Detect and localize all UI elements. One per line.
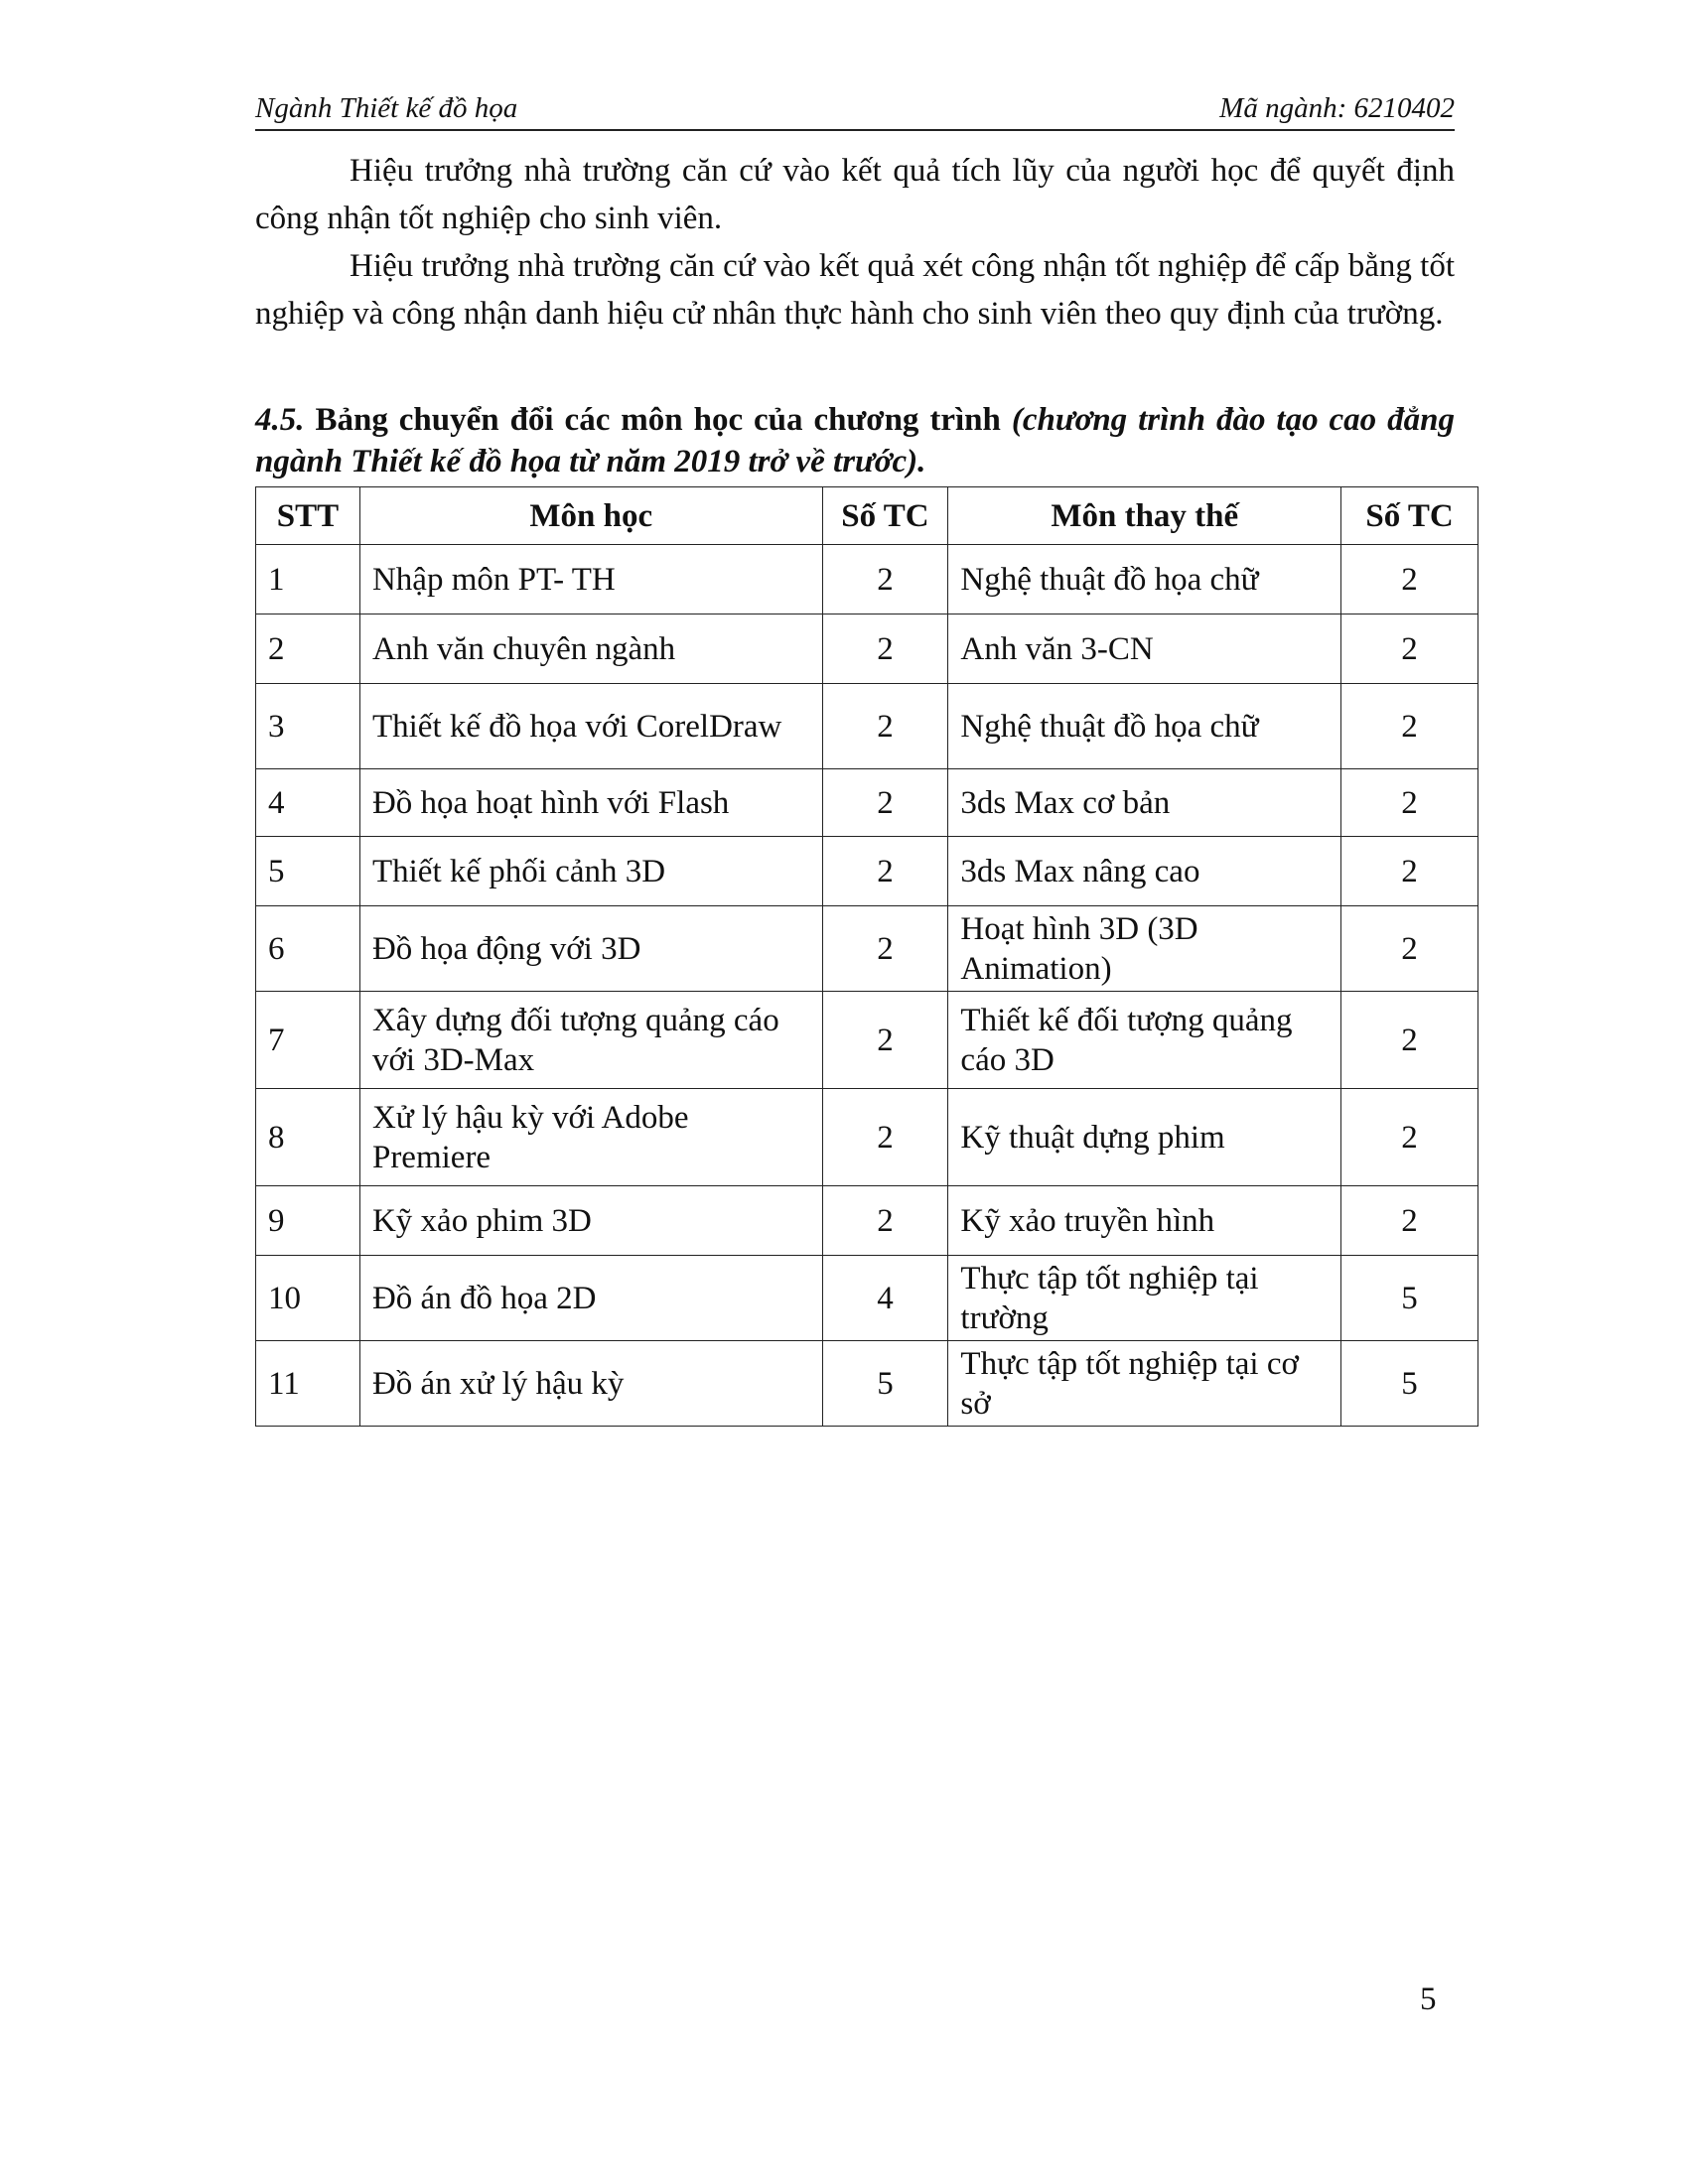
cell-replacement-credits: 2 <box>1341 1089 1478 1186</box>
cell-replacement-credits: 2 <box>1341 906 1478 992</box>
header-program-code: Mã ngành: 6210402 <box>1219 92 1455 124</box>
cell-replacement-subject: Kỹ xảo truyền hình <box>948 1186 1341 1256</box>
cell-stt: 7 <box>256 992 360 1089</box>
cell-stt: 1 <box>256 545 360 614</box>
cell-credits: 2 <box>822 906 948 992</box>
cell-replacement-subject: 3ds Max nâng cao <box>948 837 1341 906</box>
cell-subject: Đồ án xử lý hậu kỳ <box>359 1341 822 1427</box>
cell-credits: 4 <box>822 1256 948 1341</box>
cell-credits: 2 <box>822 1089 948 1186</box>
table-body <box>256 545 1478 1427</box>
section-note: (chương trình đào tạo cao đẳng ngành Thiết kế đồ họa từ năm 2019 trở về trước). <box>255 402 1455 479</box>
table-row <box>256 837 1478 906</box>
cell-subject: Thiết kế đồ họa với CorelDraw <box>359 684 822 769</box>
table-row <box>256 614 1478 684</box>
header-credits: Số TC <box>822 487 948 545</box>
cell-credits: 2 <box>822 684 948 769</box>
cell-replacement-subject: Hoạt hình 3D (3D Animation) <box>948 906 1341 992</box>
paragraph-degree-award: Hiệu trưởng nhà trường căn cứ vào kết quả xét công nhận tốt nghiệp để cấp bằng tốt nghiệp và công nhận danh hiệu cử nhân thực hành cho sinh viên theo quy định của trường. <box>255 248 1455 332</box>
cell-credits: 2 <box>822 1186 948 1256</box>
cell-replacement-subject: Nghệ thuật đồ họa chữ <box>948 684 1341 769</box>
cell-subject: Đồ họa động với 3D <box>359 906 822 992</box>
cell-credits: 5 <box>822 1341 948 1427</box>
header-stt: STT <box>256 487 360 545</box>
cell-replacement-subject: Anh văn 3-CN <box>948 614 1341 684</box>
cell-stt: 10 <box>256 1256 360 1341</box>
cell-stt: 2 <box>256 614 360 684</box>
table-row <box>256 1089 1478 1186</box>
cell-credits: 2 <box>822 614 948 684</box>
cell-replacement-subject: Kỹ thuật dựng phim <box>948 1089 1341 1186</box>
cell-replacement-credits: 2 <box>1341 992 1478 1089</box>
cell-replacement-credits: 2 <box>1341 837 1478 906</box>
cell-credits: 2 <box>822 769 948 837</box>
cell-replacement-subject: Thực tập tốt nghiệp tại cơ sở <box>948 1341 1341 1427</box>
cell-replacement-credits: 2 <box>1341 684 1478 769</box>
table-row <box>256 684 1478 769</box>
cell-stt: 4 <box>256 769 360 837</box>
cell-stt: 9 <box>256 1186 360 1256</box>
cell-stt: 5 <box>256 837 360 906</box>
header-replacement-subject: Môn thay thế <box>948 487 1341 545</box>
section-heading <box>255 399 1455 482</box>
cell-subject: Đồ án đồ họa 2D <box>359 1256 822 1341</box>
table-row <box>256 1256 1478 1341</box>
cell-replacement-credits: 2 <box>1341 614 1478 684</box>
cell-subject: Kỹ xảo phim 3D <box>359 1186 822 1256</box>
cell-stt: 8 <box>256 1089 360 1186</box>
section-number: 4.5. <box>255 402 305 438</box>
cell-stt: 3 <box>256 684 360 769</box>
table-row <box>256 545 1478 614</box>
cell-replacement-credits: 5 <box>1341 1341 1478 1427</box>
paragraph-graduation-decision: Hiệu trưởng nhà trường căn cứ vào kết quả tích lũy của người học để quyết định công nhận tốt nghiệp cho sinh viên. <box>255 153 1455 236</box>
cell-replacement-credits: 2 <box>1341 545 1478 614</box>
cell-subject: Thiết kế phối cảnh 3D <box>359 837 822 906</box>
cell-replacement-subject: Thiết kế đối tượng quảng cáo 3D <box>948 992 1341 1089</box>
header-subject: Môn học <box>359 487 822 545</box>
table-row <box>256 1341 1478 1427</box>
cell-credits: 2 <box>822 992 948 1089</box>
table-row <box>256 1186 1478 1256</box>
cell-subject: Đồ họa hoạt hình với Flash <box>359 769 822 837</box>
cell-stt: 11 <box>256 1341 360 1427</box>
cell-replacement-credits: 5 <box>1341 1256 1478 1341</box>
cell-credits: 2 <box>822 837 948 906</box>
header-program-name: Ngành Thiết kế đồ họa <box>255 92 518 124</box>
cell-replacement-subject: Nghệ thuật đồ họa chữ <box>948 545 1341 614</box>
table-row <box>256 769 1478 837</box>
page-number: 5 <box>1420 1981 1437 2017</box>
table-row <box>256 992 1478 1089</box>
header-replacement-credits: Số TC <box>1341 487 1478 545</box>
cell-subject: Anh văn chuyên ngành <box>359 614 822 684</box>
cell-subject: Xây dựng đối tượng quảng cáo với 3D-Max <box>359 992 822 1089</box>
page-header <box>255 87 1455 131</box>
table-header-row <box>256 487 1478 545</box>
cell-replacement-credits: 2 <box>1341 1186 1478 1256</box>
subject-conversion-table <box>255 486 1478 1427</box>
cell-subject: Xử lý hậu kỳ với Adobe Premiere <box>359 1089 822 1186</box>
cell-subject: Nhập môn PT- TH <box>359 545 822 614</box>
cell-credits: 2 <box>822 545 948 614</box>
cell-replacement-subject: 3ds Max cơ bản <box>948 769 1341 837</box>
table-row <box>256 906 1478 992</box>
cell-stt: 6 <box>256 906 360 992</box>
cell-replacement-subject: Thực tập tốt nghiệp tại trường <box>948 1256 1341 1341</box>
cell-replacement-credits: 2 <box>1341 769 1478 837</box>
section-title: Bảng chuyển đổi các môn học của chương trình <box>315 402 1001 438</box>
